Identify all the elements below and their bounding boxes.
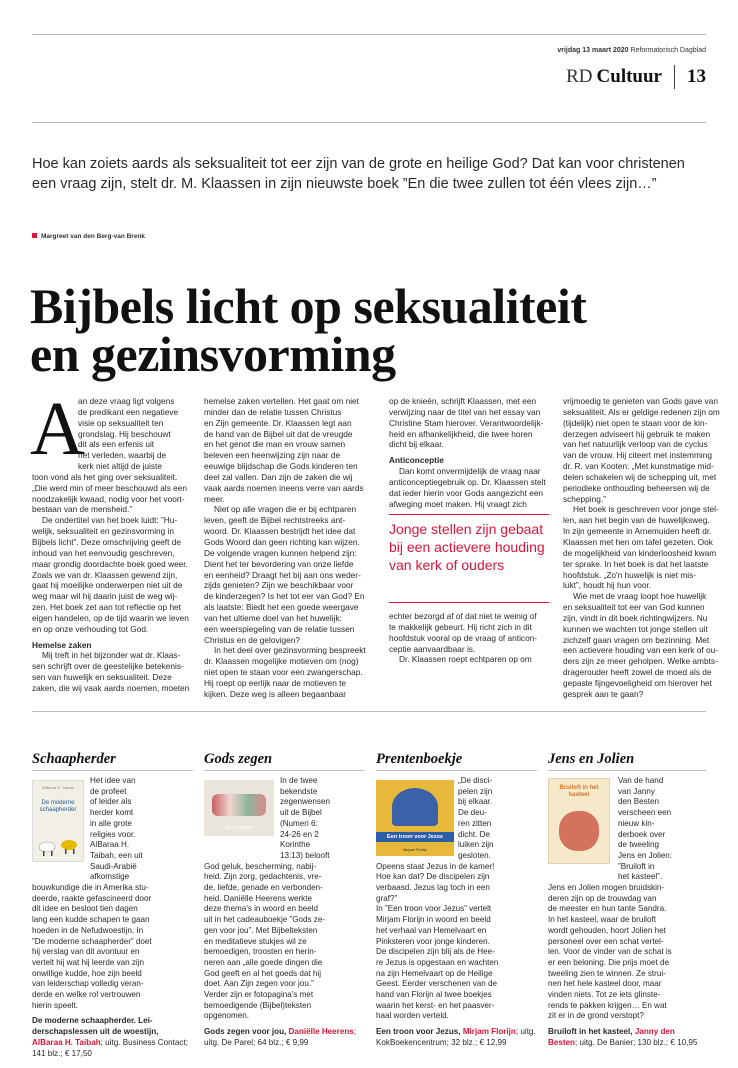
text-line: sen schrijft over de geestelijke betekenis- xyxy=(32,661,184,672)
text-line: noodzakelijk kwaad, nodig voor het voort- xyxy=(32,493,185,504)
text-line: „Die werd min of meer beschouwd als een xyxy=(32,482,187,493)
review-body-text xyxy=(32,883,193,1011)
text-line: an deze vraag ligt volgens xyxy=(78,396,175,406)
text-line: Dan komt onvermijdelijk de vraag naar xyxy=(399,466,541,477)
review-title-prentenboekje: Prentenboekje xyxy=(376,751,463,767)
text-line: In zijn gemeente in Arnemuiden heeft dr. xyxy=(563,526,712,537)
text-line: van het ultieme doel van het huwelijk: xyxy=(204,612,342,623)
text-line: van Janny xyxy=(618,786,655,796)
caption-author: Janny den Besten xyxy=(548,1027,675,1047)
text-line: zaken, die wij vaak aards noemen, moeten xyxy=(32,682,190,693)
date: vrijdag 13 maart 2020 xyxy=(557,47,629,54)
text-line: gepaste fijngevoeligheid om hierover het xyxy=(563,677,712,688)
text-line: dicht. De xyxy=(458,829,490,839)
text-line: en op onze verhouding tot God. xyxy=(32,623,149,634)
review-jens-en-jolien xyxy=(548,776,706,1049)
text-line: God geeft en al het goeds dat hij xyxy=(204,968,321,978)
text-line: Niet op alle vragen die er bij echtparen xyxy=(214,504,357,515)
review-body-text xyxy=(548,883,706,1022)
text-line: gesloten. xyxy=(458,850,491,860)
text-line: de tweeling xyxy=(618,840,659,850)
text-line: In het deel over gezinsvorming bespreekt xyxy=(214,645,366,656)
col1-lines xyxy=(30,387,192,635)
text-line: na zijn Hemelvaart op de Heilige xyxy=(376,968,493,978)
text-line: ”Bruiloft in xyxy=(618,861,655,871)
text-line: opgenomen. xyxy=(204,1011,250,1021)
text-line: van het natuurlijk verloop van de cyclus xyxy=(563,439,708,450)
caption-title-line: Bruiloft in het kasteel, xyxy=(548,1027,633,1037)
text-line: de mogelijkheid van kinderloosheid kwam xyxy=(563,547,717,558)
text-line: nen het hele kasteel door, maar xyxy=(548,979,662,989)
text-line: maar grondig doordachte boek goed weer. xyxy=(32,558,188,569)
cover-author-schaapherder: AlBaraa H. Taibah xyxy=(41,785,75,790)
text-line: zijn, vindt in dit boek richtingwijzers. Nu xyxy=(563,612,708,623)
review-body-text xyxy=(204,862,365,1023)
text-line: meer. xyxy=(204,493,225,504)
text-line: haal worden verteld. xyxy=(376,1011,449,1021)
text-line: verwijzing naar de titel van het essay van xyxy=(389,406,541,417)
text-line: verscheen een xyxy=(618,808,672,818)
text-line: len. Voor de vinder van de schat is xyxy=(548,947,672,957)
text-line: tweeling zien te winnen. Ze strui- xyxy=(548,968,666,978)
text-line: anticonceptiegebruik op. Dr. Klaassen stelt xyxy=(389,476,546,487)
review-title-gods-zegen: Gods zegen xyxy=(204,751,273,767)
text-line: ceptie aanvaardbaar is. xyxy=(389,643,476,654)
review-title-schaapherder: Schaapherder xyxy=(32,751,116,767)
text-line: Taibah, een uit xyxy=(90,850,143,860)
text-line: woord. Dr. Klaassen bestrijdt het idee dat xyxy=(204,526,356,537)
article-column-3-top xyxy=(389,396,551,509)
text-line: den Besten xyxy=(618,797,659,807)
text-line: kijken. Deze weg is alleen begaanbaar xyxy=(204,688,347,699)
caption-details: ; uitg. KokBoekencentrum; 32 blz.; € 12,99 xyxy=(376,1027,536,1047)
article-column-4 xyxy=(563,396,720,700)
cover-title-prentenboekje: Een troon voor Jezus xyxy=(376,832,454,842)
text-line: lang een kudde schapen te gaan xyxy=(32,915,150,925)
text-line: Geest. Eerder verschenen van de xyxy=(376,979,498,989)
text-line: „De disci- xyxy=(458,776,493,785)
text-line: ter sprake. In het boek is dat het laatste xyxy=(563,558,709,569)
text-line: Het boek is geschreven voor jonge stel- xyxy=(573,504,719,515)
text-line: in alle grote xyxy=(90,818,132,828)
text-line: Jens en Jolien: xyxy=(618,850,672,860)
text-line: hoofdstuk. „Zo'n huwelijk is niet mis- xyxy=(563,569,697,580)
article-column-2 xyxy=(204,396,374,700)
subheading-anticonceptie: Anticonceptie xyxy=(389,455,444,466)
text-line: een actievere houding van een kerk of ou- xyxy=(563,645,718,656)
text-line: Dr. Klaassen roept echtparen op om xyxy=(399,654,532,665)
review-wrap-text xyxy=(204,776,365,862)
text-line: vrijmoedig te genieten van Gods gave van xyxy=(563,396,718,406)
text-line: ren zitten xyxy=(458,818,492,828)
col1-after-lines xyxy=(32,650,192,693)
text-line: (Numeri 6: xyxy=(280,818,318,828)
cover-title-gods-zegen: Gods zegen xyxy=(225,825,253,831)
review-wrap-text xyxy=(548,776,706,883)
caption-author: Daniëlle Heerens xyxy=(288,1027,354,1037)
section-name: Cultuur xyxy=(596,66,662,87)
top-rule xyxy=(32,34,706,35)
review-rule-1 xyxy=(32,770,193,771)
text-line: niet open te staan voor een zwangerschap. xyxy=(204,667,363,678)
text-line: en het genot die man en vrouw samen xyxy=(204,439,346,450)
text-line: heid en afhankelijkheid, die twee horen xyxy=(389,428,533,439)
text-line: hoeden in de Nefudwoestijn. In xyxy=(32,925,144,935)
text-line: bestaan van de mensheid.” xyxy=(32,504,133,515)
reviews-rule xyxy=(32,711,706,712)
byline-marker xyxy=(32,233,37,238)
text-line: derde en welke rol vertrouwen xyxy=(32,990,141,1000)
text-line: Van de hand xyxy=(618,776,664,785)
text-line: zijds genieten? Zijn we beschikbaar voor xyxy=(204,580,354,591)
section-divider xyxy=(674,65,675,89)
text-line: 13:13) belooft xyxy=(280,850,330,860)
col3-bottom-lines xyxy=(389,611,551,665)
cover-title-jens-en-jolien: Bruiloft in het kasteel xyxy=(559,785,599,798)
text-line: graf?” xyxy=(376,893,398,903)
review-wrap-text xyxy=(376,776,537,862)
text-line: re Jezus is opgestaan en wachten xyxy=(376,957,499,967)
cover-title-schaapherder: De moderne schaapherder xyxy=(39,800,77,813)
text-line: gaat hij moeilijke onderwerpen niet uit de xyxy=(32,580,183,591)
text-line: van de vrouw. Hij citeert met instemming xyxy=(563,450,712,461)
text-line: de hand van de Bijbel uit dat de vreugde xyxy=(204,428,353,439)
text-line: dragerouder heeft zowel de moed als de xyxy=(563,667,712,678)
text-line: of leider als xyxy=(90,797,132,807)
caption-details: ; uitg. De Banier; 130 blz.; € 10,95 xyxy=(575,1037,698,1047)
dateline xyxy=(557,47,706,54)
text-line: verbaasd. Jezus lag toch in een xyxy=(376,883,490,893)
text-line: toon vond als het ging over seksualiteit. xyxy=(32,471,178,482)
text-line: ders zijn ze meer geholpen. Welke ambts- xyxy=(563,656,718,667)
text-line: een weerspiegeling van de relatie tussen xyxy=(204,623,355,634)
text-line: bij elkaar. xyxy=(458,797,493,807)
review-caption xyxy=(376,1027,537,1048)
article-intro: Hoe kan zoiets aards als seksualiteit tot eer zijn van de grote en heilige God? Dat kan voor christenen een vraag zijn, stelt dr. M. Klaassen in zijn nieuwste boek ”En die twee zullen tot één vlees zijn…” xyxy=(32,156,685,192)
text-line: afweging moet maken. Hij vraagt zich xyxy=(389,498,527,509)
text-line: Christus en de gelovigen? xyxy=(204,634,300,645)
col2-lines xyxy=(204,396,374,700)
caption-author: Mirjam Florijn xyxy=(462,1027,516,1037)
text-line: Hoe kan dat? De discipelen zijn xyxy=(376,872,490,882)
text-line: zichzelf gaan vragen om bezinning. Met xyxy=(563,634,710,645)
text-line: zegenwensen xyxy=(280,797,330,807)
text-line: seksualiteit. Als er geldige redenen zijn om xyxy=(563,406,720,417)
text-line: bekendste xyxy=(280,786,318,796)
text-line: afkomstige xyxy=(90,872,130,882)
byline xyxy=(32,233,145,240)
text-line: (tijdelijk) niet open te staan voor de kin- xyxy=(563,417,708,428)
text-line: personeel over een schat vertel- xyxy=(548,936,664,946)
text-line: Bijbels licht”. Deze omschrijving geeft de xyxy=(32,536,181,547)
text-line: er een beloning. Die prijs moet de xyxy=(548,957,670,967)
text-line: dat ieder hierin voor Gods aangezicht een xyxy=(389,487,544,498)
text-line: Verder zijn er fotopagina's met xyxy=(204,990,314,1000)
caption-title xyxy=(204,1027,286,1036)
text-line: bouwkundige die in Amerika stu- xyxy=(32,883,149,893)
text-line: delen schakelen wij de schepping uit, met xyxy=(563,471,717,482)
text-line: het kasteel”. xyxy=(618,872,663,882)
paper-name: Reformatorisch Dagblad xyxy=(630,47,706,54)
text-line: hand van Florijn al twee boekjes xyxy=(376,990,492,1000)
text-line: De ondertitel van het boek luidt: ”Hu- xyxy=(42,515,178,526)
text-line: periodieke onthouding beheersen wij de xyxy=(563,482,710,493)
text-line: te makkelijk gebeurt. Hij richt zich in dit xyxy=(389,621,532,632)
text-line: Zoals we van dr. Klaassen gewend zijn, xyxy=(32,569,178,580)
text-line: pelen zijn xyxy=(458,786,493,796)
text-line: hoofdstuk vooral op de vraag of anticon- xyxy=(389,632,538,643)
text-line: Klaassen met hen om tafel gezeten. Ook xyxy=(563,536,713,547)
text-line: eeuwige blijdschap die Gods kinderen ten xyxy=(204,461,358,472)
text-line: deren zijn op de trouwdag van xyxy=(548,893,657,903)
text-line: uit de Bijbel xyxy=(280,808,322,818)
pull-quote-rule-top xyxy=(389,514,549,515)
text-line: len, aan het begin van de huwelijksweg. xyxy=(563,515,710,526)
subheading-hemelse-zaken: Hemelse zaken xyxy=(32,639,92,650)
text-line: rends te pakken krijgen… En wat xyxy=(548,1000,667,1010)
text-line: De deu- xyxy=(458,808,487,818)
caption-author: AlBaraa H. Taibah xyxy=(32,1037,101,1047)
review-caption xyxy=(548,1027,706,1048)
text-line: dicht bij elkaar. xyxy=(389,439,444,450)
headline xyxy=(30,278,720,382)
article-column-1 xyxy=(30,387,192,694)
text-line: het verleden, waarbij de xyxy=(78,450,167,461)
text-line: hierin speelt. xyxy=(32,1000,78,1010)
text-line: de kinderzegen? Is het tot eer van God? En xyxy=(204,591,365,602)
text-line: hemelse zaken vertellen. Het gaat om niet xyxy=(204,396,359,406)
text-line: hij verslag van dit avontuur en xyxy=(32,947,140,957)
review-rule-3 xyxy=(376,770,537,771)
text-line: grondslag. Hij beschouwt xyxy=(78,428,171,439)
col3-mid-lines xyxy=(389,466,551,509)
text-line: en meditatieve stukjes wil ze xyxy=(204,936,307,946)
review-gods-zegen xyxy=(204,776,365,1049)
text-line: Gods Woord dan geen richting kan wijzen. xyxy=(204,536,360,547)
text-line: op de knieën, schrijft Klaassen, met een xyxy=(389,396,537,406)
review-rule-2 xyxy=(204,770,365,771)
text-line: Jens en Jolien mogen bruidskin- xyxy=(548,883,665,893)
text-line: uit in het cadeauboekje ”Gods ze- xyxy=(204,915,326,925)
caption-details: ; uitg. Business Contact; 141 blz.; € 17,50 xyxy=(32,1037,188,1058)
text-line: en eenheid? Draagt het bij aan ons weder- xyxy=(204,569,361,580)
text-line: deerde, raakte gefascineerd door xyxy=(32,893,152,903)
text-line: AlBaraa H. xyxy=(90,840,130,850)
review-title-jens-en-jolien: Jens en Jolien xyxy=(548,751,635,767)
col4-lines xyxy=(563,396,720,700)
text-line: schepping.” xyxy=(563,493,606,504)
text-line: weg maar wil hij daarin juist de weg wij- xyxy=(32,591,178,602)
caption-title-line: Een troon voor Jezus, xyxy=(376,1027,461,1037)
text-line: als laatste: Biedt het een goede weergave xyxy=(204,602,359,613)
text-line: wordt gehouden, hoort Jolien het xyxy=(548,925,666,935)
text-line: Pinksteren voor jonge kinderen. xyxy=(376,936,490,946)
text-line: religies voor. xyxy=(90,829,136,839)
text-line: vertelt hij wat hij leerde van zijn xyxy=(32,957,145,967)
text-line: In het kasteel, waar de bruiloft xyxy=(548,915,656,925)
text-line: sen van huwelijk en seksualiteit. Deze xyxy=(32,672,172,683)
text-line: In ”Een troon voor Jezus” vertelt xyxy=(376,904,492,914)
text-line: 24-26 en 2 xyxy=(280,829,319,839)
text-line: neren aan „alle goede dingen die xyxy=(204,957,323,967)
text-line: Dient het ter bevordering van onze liefde xyxy=(204,558,354,569)
review-schaapherder xyxy=(32,776,193,1059)
text-line: Mirjam Florijn in woord en beeld xyxy=(376,915,491,925)
text-line: derzegen adviseert hij gebruik te maken xyxy=(563,428,711,439)
text-line: lukt”, houdt hij hun voor. xyxy=(563,580,652,591)
text-line: de predikant een negatieve xyxy=(78,406,179,417)
text-line: herder komt xyxy=(90,808,134,818)
text-line: gen voor jou”. Met Bijbelteksten xyxy=(204,925,318,935)
text-line: het verhaal van Hemelvaart en xyxy=(376,925,487,935)
text-line: kunnen we wachten tot jonge stellen uit xyxy=(563,623,708,634)
text-line: bemoedigen, troosten en herin- xyxy=(204,947,317,957)
text-line: deze thema's in woord en beeld xyxy=(204,904,319,914)
text-line: de, liefde, genade en verbonden- xyxy=(204,883,323,893)
text-line: bemoedigende (Bijbel)teksten xyxy=(204,1000,312,1010)
text-line: In de twee xyxy=(280,776,318,785)
col3-top-lines xyxy=(389,396,551,450)
caption-title xyxy=(376,1027,461,1036)
text-line: dit idee en besloot tien dagen xyxy=(32,904,138,914)
caption-title-line: Gods zegen voor jou, xyxy=(204,1027,287,1037)
text-line: Hij roept op eerlijk naar de motieven te xyxy=(204,677,347,688)
text-line: leven, geeft de Bijbel rechtstreeks ant- xyxy=(204,515,346,526)
text-line: Opeens staat Jezus in de kamer! xyxy=(376,861,495,871)
text-line: ”De moderne schaapherder” doet xyxy=(32,936,152,946)
text-line: de profeet xyxy=(90,786,127,796)
text-line: dit als een erfenis uit xyxy=(78,439,155,450)
text-line: gesprek aan te gaan? xyxy=(563,688,644,699)
text-line: heid. Zijn zorg, gedachtenis, vre- xyxy=(204,872,322,882)
text-line: Mij treft in het bijzonder wat dr. Klaas- xyxy=(42,650,181,661)
text-line: De discipelen zijn blij als de Hee- xyxy=(376,947,495,957)
text-line: eigen handelen, op de tijd waarin we leven xyxy=(32,612,189,623)
text-line: dr. R. van Kooten: „Met kunstmatige mid- xyxy=(563,461,714,472)
text-line: vinden niets. Tot ze iets glinste- xyxy=(548,990,661,1000)
caption-title xyxy=(32,1016,193,1037)
review-prentenboekje xyxy=(376,776,537,1049)
text-line: dr. Klaassen mogelijke motieven om (nog) xyxy=(204,656,359,667)
text-line: welijk, seksualiteit en gezinsvorming in xyxy=(32,526,175,537)
text-line: inhoud van het eenvoudig geschreven, xyxy=(32,547,175,558)
text-line: deel zal vallen. Dan zijn de zaken die wij xyxy=(204,471,353,482)
text-line: Het idee van xyxy=(90,776,136,785)
text-line: nieuw kin- xyxy=(618,818,655,828)
text-line: God geluk, bescherming, nabij- xyxy=(204,861,317,871)
review-wrap-text xyxy=(32,776,193,883)
text-line: Wie met de vraag loopt hoe huwelijk xyxy=(573,591,707,602)
header-rule xyxy=(32,122,706,123)
caption-title-line: derschapslessen uit de woestijn, xyxy=(32,1027,159,1037)
text-line: luiken zijn xyxy=(458,840,494,850)
cover-author-prentenboekje: Mirjam Florijn xyxy=(403,847,427,852)
text-line: visie op seksualiteit ten xyxy=(78,417,164,428)
text-line: onwillige kudde, hoe zijn beeld xyxy=(32,968,142,978)
text-line: echter bezorgd af of dat niet te weinig of xyxy=(389,611,537,621)
article-column-3-bottom xyxy=(389,611,551,665)
text-line: waarin het kerst- en het paasver- xyxy=(376,1000,495,1010)
text-line: kerk niet altijd de juiste xyxy=(78,461,162,472)
review-caption xyxy=(32,1016,193,1059)
drop-cap: A xyxy=(30,387,85,471)
review-rule-4 xyxy=(548,770,706,771)
pull-quote-rule-bottom xyxy=(389,602,549,603)
headline-line-2: en gezinsvorming xyxy=(30,326,396,382)
text-line: vaak aards noemen ineens verre van aards xyxy=(204,482,364,493)
review-caption xyxy=(204,1027,365,1048)
text-line: zit er in de grond verstopt? xyxy=(548,1011,644,1021)
text-line: en Zijn gemeente. Dr. Klaassen legt aan xyxy=(204,417,352,428)
text-line: van leiderschap volledig veran- xyxy=(32,979,144,989)
section-header xyxy=(566,64,706,90)
text-line: heid. Daniëlle Heerens werkte xyxy=(204,893,312,903)
caption-title-line: De moderne schaapherder. Lei- xyxy=(32,1016,153,1026)
text-line: Christine Stam hierover. Verantwoordelijk- xyxy=(389,417,544,428)
rd-logo: RD xyxy=(566,66,593,87)
text-line: beleven een heenwijzing zijn naar de xyxy=(204,450,341,461)
text-line: derboek over xyxy=(618,829,666,839)
review-body-text xyxy=(376,862,537,1023)
text-line: Korinthe xyxy=(280,840,311,850)
caption-title xyxy=(548,1027,633,1036)
text-line: De volgende vragen kunnen helpend zijn: xyxy=(204,547,357,558)
page-number: 13 xyxy=(687,66,706,87)
text-line: de meester en hun tante Sandra. xyxy=(548,904,667,914)
author-name: Margreet van den Berg-van Brenk xyxy=(41,233,146,240)
pull-quote: Jonge stellen zijn gebaat bij een actievere houding van kerk of ouders xyxy=(389,521,545,573)
text-line: minder dan de relatie tussen Christus xyxy=(204,406,342,417)
text-line: en seksualiteit tot eer van God kunnen xyxy=(563,602,705,613)
caption-details: ; uitg. De Parel; 64 blz.; € 9,99 xyxy=(204,1027,357,1047)
text-line: Saudi-Arabië xyxy=(90,861,137,871)
headline-line-1: Bijbels licht op seksualiteit xyxy=(30,278,587,334)
text-line: zen. Het boek zet aan tot reflectie op het xyxy=(32,602,181,613)
text-line: doet. Aan Zijn zegen voor jou.” xyxy=(204,979,314,989)
